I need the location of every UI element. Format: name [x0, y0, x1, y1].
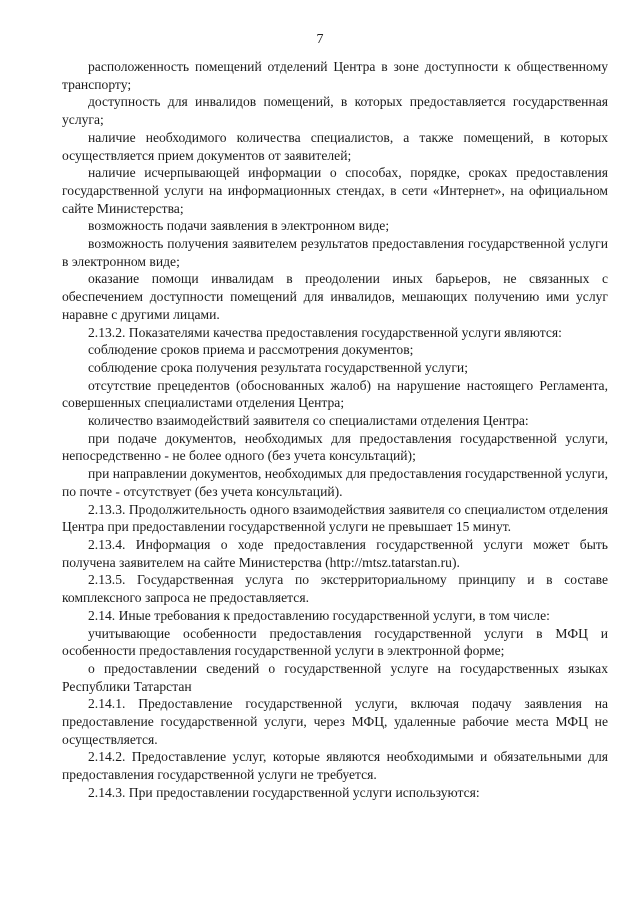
document-body [62, 58, 608, 802]
paragraph: 2.14.3. При предоставлении государственной услуги используются: [88, 784, 480, 800]
paragraph: 2.13.5. Государственная услуга по экстерриториальному принципу и в составе комплексного запроса не предоставляется. [62, 572, 608, 606]
paragraph: возможность подачи заявления в электронном виде; [88, 218, 390, 234]
paragraph: учитывающие особенности предоставления государственной услуги в МФЦ и особенности предоставления государственной услуги в электронной форме; [62, 625, 608, 659]
paragraph: соблюдение сроков приема и рассмотрения документов; [88, 342, 414, 358]
paragraph: при подаче документов, необходимых для предоставления государственной услуги, непосредственно - не более одного (без учета консультаций); [62, 430, 608, 464]
paragraph: 2.13.2. Показателями качества предоставления государственной услуги являются: [88, 324, 562, 340]
paragraph: о предоставлении сведений о государственной услуге на государственных языках Республики Татарстан [62, 660, 608, 694]
paragraph: наличие необходимого количества специалистов, а также помещений, в которых осуществляется прием документов от заявителей; [62, 129, 608, 163]
paragraph: отсутствие прецедентов (обоснованных жалоб) на нарушение настоящего Регламента, совершенных специалистами отделения Центра; [62, 377, 608, 411]
paragraph: наличие исчерпывающей информации о способах, порядке, сроках предоставления государственной услуги на информационных стендах, в сети «Интернет», на официальном сайте Министерства; [62, 165, 608, 216]
page-number: 7 [316, 32, 324, 47]
paragraph: соблюдение срока получения результата государственной услуги; [88, 359, 468, 375]
paragraph: возможность получения заявителем результатов предоставления государственной услуги в электронном виде; [62, 236, 608, 269]
paragraph: 2.13.3. Продолжительность одного взаимодействия заявителя со специалистом отделения Центра при предоставлении государственной услуги не превышает 15 минут. [62, 501, 608, 535]
paragraph: при направлении документов, необходимых для предоставления государственной услуги, по почте - отсутствует (без учета консультаций). [62, 466, 608, 499]
paragraph: 2.14. Иные требования к предоставлению государственной услуги, в том числе: [88, 607, 550, 623]
paragraph: количество взаимодействий заявителя со специалистами отделения Центра: [88, 413, 529, 429]
paragraph: оказание помощи инвалидам в преодолении иных барьеров, не связанных с обеспечением доступности помещений для инвалидов, мешающих получению ими услуг наравне с другими лицами. [62, 271, 608, 322]
paragraph: расположенность помещений отделений Центра в зоне доступности к общественному транспорту; [62, 59, 608, 92]
paragraph: 2.14.2. Предоставление услуг, которые являются необходимыми и обязательными для предоставления государственной услуги не требуется. [62, 749, 608, 783]
paragraph: 2.13.4. Информация о ходе предоставления государственной услуги может быть получена заявителем на сайте Министерства (http://mtsz.tatarstan.ru). [62, 536, 608, 570]
paragraph: 2.14.1. Предоставление государственной услуги, включая подачу заявления на предоставление государственной услуги, через МФЦ, удаленные рабочие места МФЦ не осуществляется. [62, 696, 608, 747]
paragraph: доступность для инвалидов помещений, в которых предоставляется государственная услуга; [62, 94, 608, 128]
